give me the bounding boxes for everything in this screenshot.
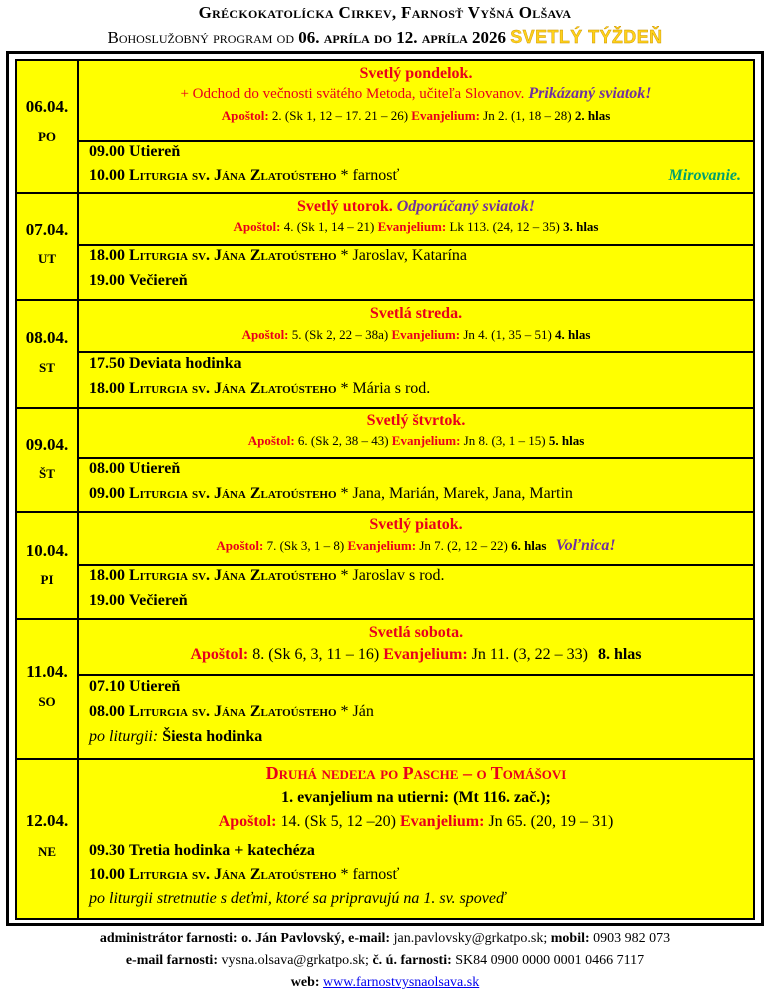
evanjelium-label: Evanjelium: <box>391 433 461 448</box>
service-time: 10.00 <box>89 167 125 184</box>
date-cell <box>17 620 79 758</box>
apostol-reading: 14. (Sk 5, 12 –20) <box>280 813 396 830</box>
evanjelium-label: Evanjelium: <box>391 327 461 342</box>
service-intention: * Mária s rod. <box>340 380 431 397</box>
service-name: Tretia hodinka + katechéza <box>129 842 315 859</box>
service-line <box>89 866 399 884</box>
email-label: e-mail: <box>348 931 391 946</box>
subtitle-dates: 06. apríla do 12. apríla 2026 <box>298 28 507 47</box>
date-cell <box>17 301 79 407</box>
tone: 3. hlas <box>563 219 599 234</box>
service-time: 09.30 <box>89 842 125 859</box>
day-row-wednesday <box>17 301 753 409</box>
weekday: NE <box>37 844 57 859</box>
day-row-monday <box>17 61 753 194</box>
service-line <box>89 567 445 585</box>
schedule-table <box>15 59 755 920</box>
evanjelium-label: Evanjelium: <box>400 813 485 830</box>
day-row-sunday <box>17 760 753 918</box>
feast-cell <box>79 194 753 246</box>
evanjelium-reading: Jn 11. (3, 22 – 33) <box>471 646 588 663</box>
schedule-frame <box>6 51 764 926</box>
tone: 2. hlas <box>574 108 611 123</box>
services-cell <box>79 457 753 511</box>
parish-account: SK84 0900 0000 0001 0466 7117 <box>455 953 645 968</box>
service-time: 08.00 <box>89 460 125 477</box>
day-row-friday <box>17 513 753 620</box>
date: 07.04. <box>25 220 69 239</box>
service-intention: * Jaroslav, Katarína <box>340 247 467 264</box>
feast-title: Svetlý pondelok. <box>359 65 473 82</box>
readings-line <box>79 813 753 831</box>
feast-title: Svetlý utorok. <box>297 198 393 215</box>
service-time: 19.00 <box>89 592 125 609</box>
day-row-thursday <box>17 409 753 513</box>
service-name: Večiereň <box>129 272 188 289</box>
service-line <box>89 460 180 478</box>
service-name: Liturgia sv. Jána Zlatoústeho <box>129 703 337 720</box>
service-time: 07.10 <box>89 678 125 695</box>
subtitle-prefix: Bohoslužobný program od <box>107 28 295 47</box>
weekday: PO <box>37 129 57 144</box>
service-line <box>89 247 467 265</box>
service-intention: * Ján <box>340 703 374 720</box>
apostol-reading: 2. (Sk 1, 12 – 17. 21 – 26) <box>271 108 409 123</box>
feast-rank: Voľnica! <box>555 537 616 554</box>
commemoration-line <box>79 85 753 103</box>
feast-title: Svetlá sobota. <box>368 624 464 641</box>
service-intention: * Jana, Marián, Marek, Jana, Martin <box>340 485 573 502</box>
feast-title: Svetlý štvrtok. <box>366 412 466 429</box>
feast-cell <box>79 513 753 566</box>
services-cell <box>79 674 753 758</box>
service-time: 10.00 <box>89 866 125 883</box>
admin-label: administrátor farnosti: <box>99 931 238 946</box>
apostol-label: Apoštol: <box>241 327 289 342</box>
apostol-label: Apoštol: <box>221 108 269 123</box>
evanjelium-reading: Jn 65. (20, 19 – 31) <box>488 813 614 830</box>
feast-cell <box>79 409 753 459</box>
apostol-reading: 7. (Sk 3, 1 – 8) <box>266 538 345 553</box>
feast-rank: Odporúčaný sviatok! <box>396 198 535 215</box>
date-cell <box>17 513 79 618</box>
service-time: 09.00 <box>89 143 125 160</box>
readings-line <box>79 646 753 664</box>
evanjelium-label: Evanjelium: <box>383 646 468 663</box>
date: 10.04. <box>25 541 69 560</box>
service-name: Liturgia sv. Jána Zlatoústeho <box>129 247 337 264</box>
service-line <box>89 272 188 290</box>
service-time: 17.50 <box>89 355 125 372</box>
admin-email[interactable]: jan.pavlovsky@grkatpo.sk; <box>393 931 548 946</box>
date-cell <box>17 194 79 299</box>
apostol-reading: 4. (Sk 1, 14 – 21) <box>283 219 375 234</box>
service-line <box>89 143 180 161</box>
apostol-label: Apoštol: <box>190 646 249 663</box>
date: 06.04. <box>25 97 69 116</box>
feast-rank: Prikázaný sviatok! <box>528 85 652 102</box>
service-line <box>89 842 315 860</box>
service-line <box>89 355 241 373</box>
readings-line <box>79 108 753 124</box>
readings-line <box>79 537 753 555</box>
service-time: 18.00 <box>89 247 125 264</box>
feast-cell <box>79 760 753 842</box>
services-cell <box>79 140 753 192</box>
mobile-label: mobil: <box>550 931 590 946</box>
apostol-label: Apoštol: <box>218 813 277 830</box>
readings-line <box>79 219 753 235</box>
weekday: ŠT <box>39 466 55 481</box>
footer-parish-line <box>0 953 770 969</box>
account-label: č. ú. farnosti: <box>372 953 452 968</box>
service-name: Liturgia sv. Jána Zlatoústeho <box>129 167 337 184</box>
document-title: Gréckokatolícka Cirkev, Farnosť Vyšná Olšava <box>198 3 572 22</box>
service-time: 08.00 <box>89 703 125 720</box>
apostol-reading: 5. (Sk 2, 22 – 38a) <box>291 327 389 342</box>
weekday: UT <box>37 251 57 266</box>
apostol-label: Apoštol: <box>233 219 281 234</box>
service-intention: * farnosť <box>340 866 400 883</box>
service-name: Utiereň <box>129 460 181 477</box>
footer-web-line <box>0 975 770 991</box>
service-line <box>89 485 573 503</box>
document-subtitle <box>0 27 770 48</box>
tone: 8. hlas <box>597 646 642 663</box>
readings-line <box>79 433 753 449</box>
evanjelium-reading: Jn 8. (3, 1 – 15) <box>463 433 546 448</box>
service-line <box>89 703 374 721</box>
date-cell <box>17 61 79 192</box>
service-name: Utiereň <box>129 678 181 695</box>
feast-title: Svetlá streda. <box>369 305 463 322</box>
after-liturgy-service: Šiesta hodinka <box>162 728 263 745</box>
service-time: 18.00 <box>89 567 125 584</box>
commemoration: + Odchod do večnosti svätého Metoda, učiteľa Slovanov. <box>180 86 525 102</box>
evanjelium-label: Evanjelium: <box>347 538 417 553</box>
extra-note: Mirovanie. <box>668 167 741 184</box>
service-name: Utiereň <box>129 143 181 160</box>
service-intention: * farnosť <box>340 167 400 184</box>
feast-cell <box>79 620 753 676</box>
apostol-reading: 8. (Sk 6, 3, 11 – 16) <box>252 646 380 663</box>
service-name: Liturgia sv. Jána Zlatoústeho <box>129 866 337 883</box>
tone: 4. hlas <box>555 327 591 342</box>
after-liturgy-note: po liturgii stretnutie s deťmi, ktoré sa pripravujú na 1. sv. spoveď <box>89 890 506 907</box>
feast-cell <box>79 61 753 142</box>
service-name: Liturgia sv. Jána Zlatoústeho <box>129 567 337 584</box>
service-line <box>89 167 399 185</box>
service-time: 19.00 <box>89 272 125 289</box>
web-link[interactable]: www.farnostvysnaolsava.sk <box>323 975 480 990</box>
feast-title: Svetlý piatok. <box>369 516 463 533</box>
apostol-reading: 6. (Sk 2, 38 – 43) <box>297 433 389 448</box>
date: 08.04. <box>25 328 69 347</box>
weekday: ST <box>39 360 55 375</box>
web-label: web: <box>290 975 320 990</box>
weekday: SO <box>38 694 56 709</box>
gospel-note: 1. evanjelium na utierni: (Mt 116. zač.); <box>281 789 551 806</box>
admin-mobile: 0903 982 073 <box>593 931 671 946</box>
day-row-tuesday <box>17 194 753 301</box>
service-name: Liturgia sv. Jána Zlatoústeho <box>129 380 337 397</box>
evanjelium-label: Evanjelium: <box>377 219 447 234</box>
services-cell <box>79 564 753 618</box>
date-cell <box>17 760 79 918</box>
after-liturgy-line <box>89 728 262 746</box>
services-cell <box>79 842 753 918</box>
apostol-label: Apoštol: <box>247 433 295 448</box>
weekday: PI <box>40 572 54 587</box>
readings-line <box>79 327 753 343</box>
service-name: Liturgia sv. Jána Zlatoústeho <box>129 485 337 502</box>
footer-contact-line <box>0 931 770 947</box>
feast-line <box>79 198 753 216</box>
service-name: Deviata hodinka <box>129 355 242 372</box>
evanjelium-reading: Jn 7. (2, 12 – 22) <box>419 538 508 553</box>
apostol-label: Apoštol: <box>216 538 264 553</box>
service-line <box>89 678 180 696</box>
service-line <box>89 380 430 398</box>
service-time: 18.00 <box>89 380 125 397</box>
after-liturgy-label: po liturgii: <box>89 728 159 745</box>
admin-name: o. Ján Pavlovský, <box>241 931 345 946</box>
evanjelium-reading: Lk 113. (24, 12 – 35) <box>449 219 560 234</box>
services-cell <box>79 244 753 299</box>
tone: 5. hlas <box>548 433 585 448</box>
services-cell <box>79 351 753 407</box>
parish-email[interactable]: vysna.olsava@grkatpo.sk; <box>221 953 369 968</box>
feast-title: Druhá nedeľa po Pasche – o Tomášovi <box>265 763 567 783</box>
evanjelium-label: Evanjelium: <box>411 108 480 123</box>
service-name: Večiereň <box>129 592 188 609</box>
parish-email-label: e-mail farnosti: <box>125 953 218 968</box>
date: 11.04. <box>26 662 68 681</box>
tone: 6. hlas <box>511 538 547 553</box>
week-name: SVETLÝ TÝŽDEŇ <box>510 27 663 47</box>
service-time: 09.00 <box>89 485 125 502</box>
feast-cell <box>79 301 753 353</box>
day-row-saturday <box>17 620 753 760</box>
date: 12.04. <box>25 811 69 830</box>
date: 09.04. <box>25 435 69 454</box>
service-line <box>89 592 188 610</box>
service-intention: * Jaroslav s rod. <box>340 567 445 584</box>
evanjelium-reading: Jn 2. (1, 18 – 28) <box>483 108 572 123</box>
evanjelium-reading: Jn 4. (1, 35 – 51) <box>463 327 552 342</box>
date-cell <box>17 409 79 511</box>
